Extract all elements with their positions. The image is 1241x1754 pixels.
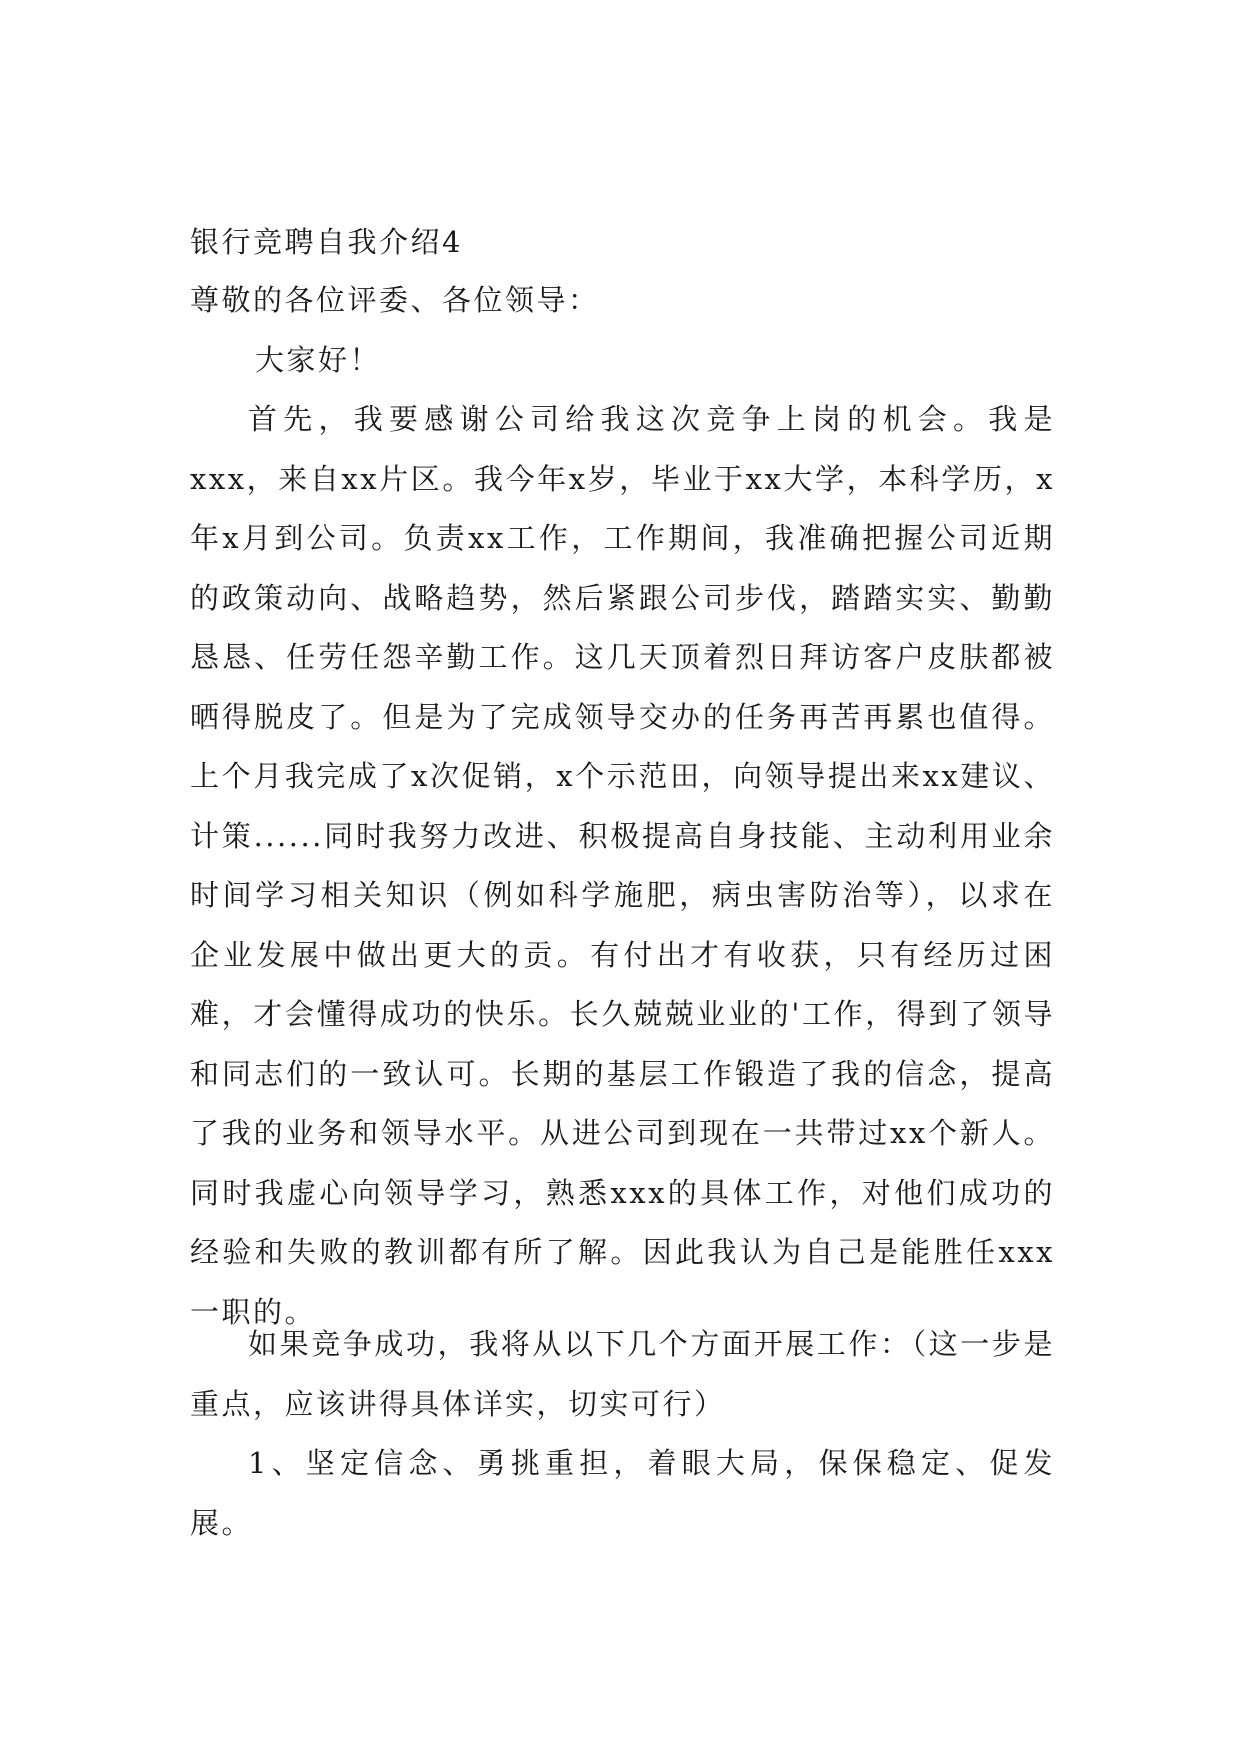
- greeting: 大家好！: [255, 343, 382, 377]
- salutation: 尊敬的各位评委、各位领导：: [190, 283, 600, 317]
- paragraph-item-1-container: [190, 1434, 1055, 1553]
- paragraph-plan: 如果竞争成功，我将从以下几个方面开展工作：（这一步是重点，应该讲得具体详实，切实可行）: [190, 1327, 1055, 1421]
- paragraph-plan-container: [190, 1315, 1055, 1434]
- paragraph-introduction-container: [190, 390, 1055, 1342]
- paragraph-item-1: 1、坚定信念、勇挑重担，着眼大局，保保稳定、促发展。: [190, 1446, 1055, 1540]
- paragraph-introduction: 首先，我要感谢公司给我这次竞争上岗的机会。我是xxx，来自xx片区。我今年x岁，毕业于xx大学，本科学历，x年x月到公司。负责xx工作，工作期间，我准确把握公司近期的政策动向、战略趋势，然后紧跟公司步伐，踏踏实实、勤勤恳恳、任劳任怨辛勤工作。这几天顶着烈日拜访客户皮肤都被晒得脱皮了。但是为了完成领导交办的任务再苦再累也值得。上个月我完成了x次促销，x个示范田，向领导提出来xx建议、计策......同时我努力改进、积极提高自身技能、主动利用业余时间学习相关知识（例如科学施肥，病虫害防治等），以求在企业发展中做出更大的贡。有付出才有收获，只有经历过困难，才会懂得成功的快乐。长久兢兢业业的'工作，得到了领导和同志们的一致认可。长期的基层工作锻造了我的信念，提高了我的业务和领导水平。从进公司到现在一共带过xx个新人。同时我虚心向领导学习，熟悉xxx的具体工作，对他们成功的经验和失败的教训都有所了解。因此我认为自己是能胜任xxx一职的。: [190, 402, 1055, 1329]
- document-title: 银行竞聘自我介绍4: [190, 225, 463, 259]
